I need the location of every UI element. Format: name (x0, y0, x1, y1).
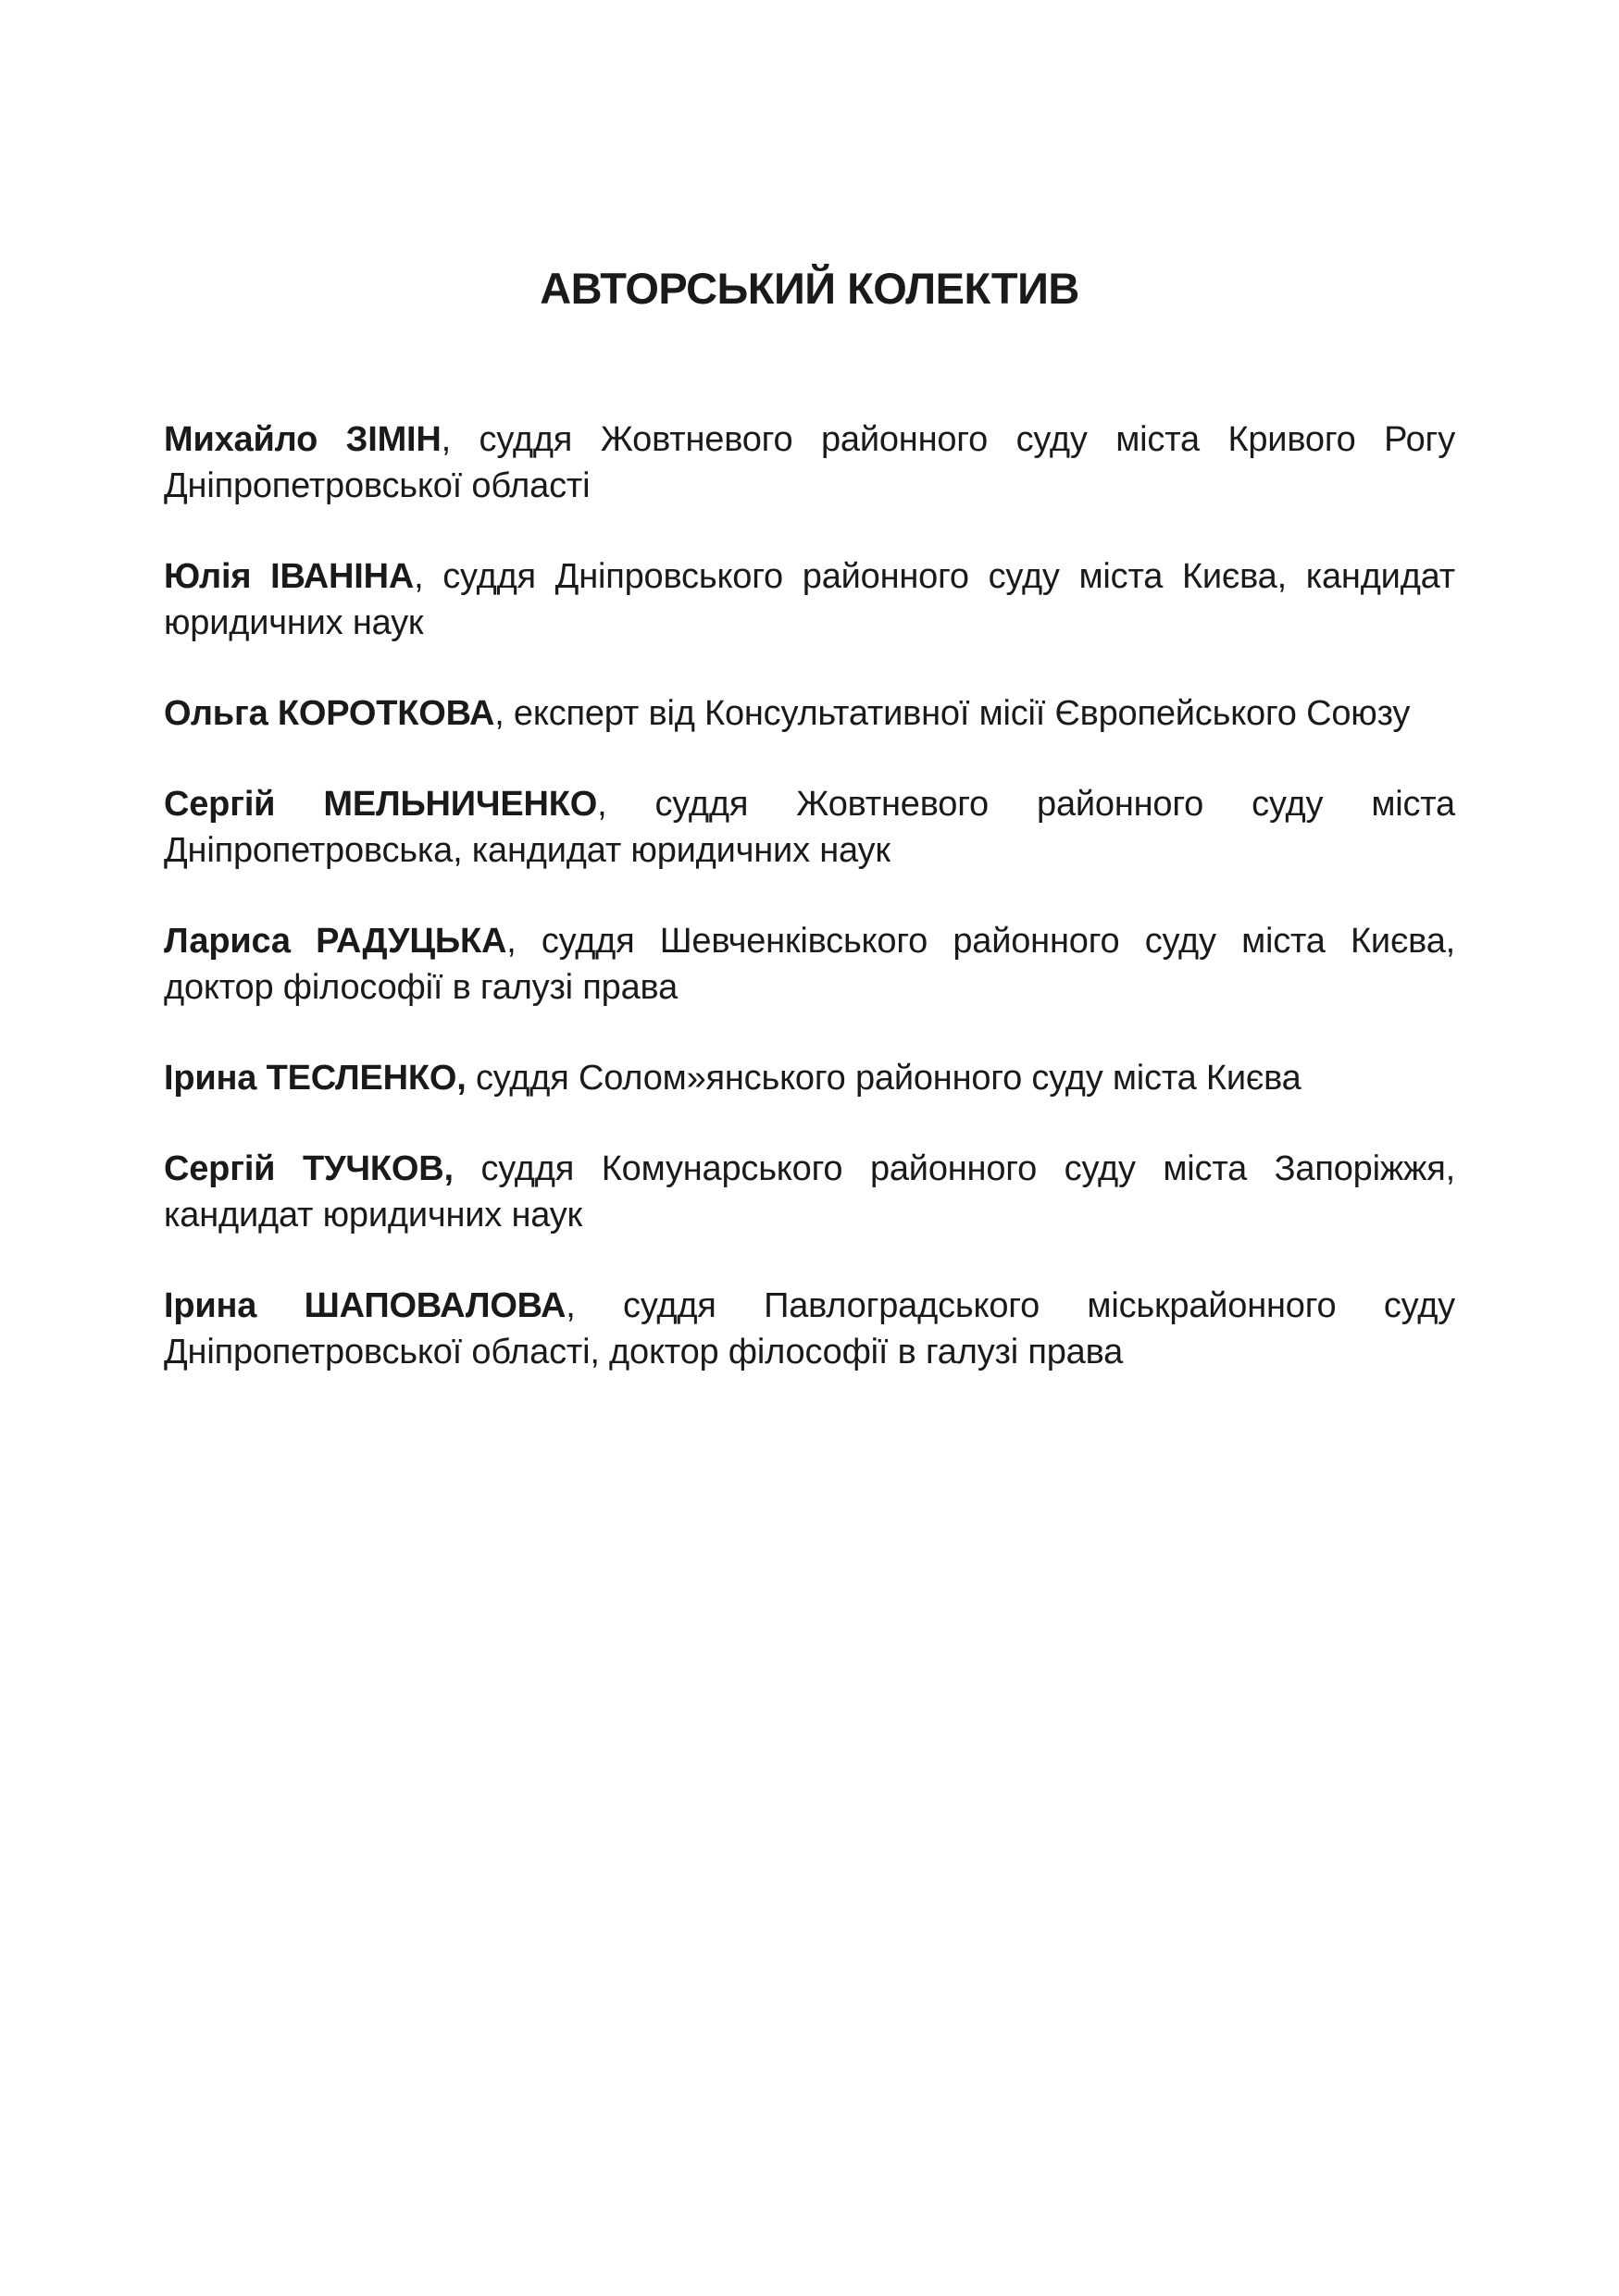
author-name: Лариса РАДУЦЬКА (164, 922, 507, 961)
author-entry-shapovalova (164, 1283, 1455, 1375)
author-name: Михайло ЗІМІН (164, 420, 442, 459)
author-list (164, 416, 1455, 1420)
author-name: Ірина ШАПОВАЛОВА (164, 1286, 567, 1325)
author-description: , суддя Жовтневого районного суду міста Дніпропетровська, кандидат юридичних наук (164, 785, 1455, 870)
page-title: АВТОРСЬКИЙ КОЛЕКТИВ (540, 264, 1079, 313)
author-name: Юлія ІВАНІНА (164, 557, 415, 596)
author-entry-korotkova (164, 690, 1455, 737)
author-description: , суддя Дніпровського районного суду міста Києва, кандидат юридичних наук (164, 557, 1455, 642)
author-name: Сергій ТУЧКОВ, (164, 1149, 454, 1188)
author-entry-tuchkov (164, 1146, 1455, 1238)
author-name: Ольга КОРОТКОВА (164, 694, 495, 733)
author-description: , експерт від Консультативної місії Європейського Союзу (494, 694, 1411, 733)
author-description: суддя Солом»янського районного суду міста Києва (466, 1059, 1301, 1098)
author-entry-zimin (164, 416, 1455, 509)
author-entry-melnychenko (164, 781, 1455, 874)
author-description: суддя Комунарського районного суду міста Запоріжжя, кандидат юридичних наук (164, 1149, 1455, 1235)
author-name: Ірина ТЕСЛЕНКО, (164, 1059, 467, 1098)
author-entry-ivanina (164, 553, 1455, 646)
author-description: , суддя Павлоградського міськрайонного суду Дніпропетровської області, доктор філософії в галузі права (164, 1286, 1455, 1371)
author-entry-teslenko (164, 1055, 1455, 1101)
author-entry-radutska (164, 918, 1455, 1011)
author-description: , суддя Шевченківського районного суду міста Києва, доктор філософії в галузі права (164, 922, 1455, 1007)
author-description: , суддя Жовтневого районного суду міста Кривого Рогу Дніпропетровської області (164, 420, 1455, 505)
author-name: Сергій МЕЛЬНИЧЕНКО (164, 785, 598, 824)
